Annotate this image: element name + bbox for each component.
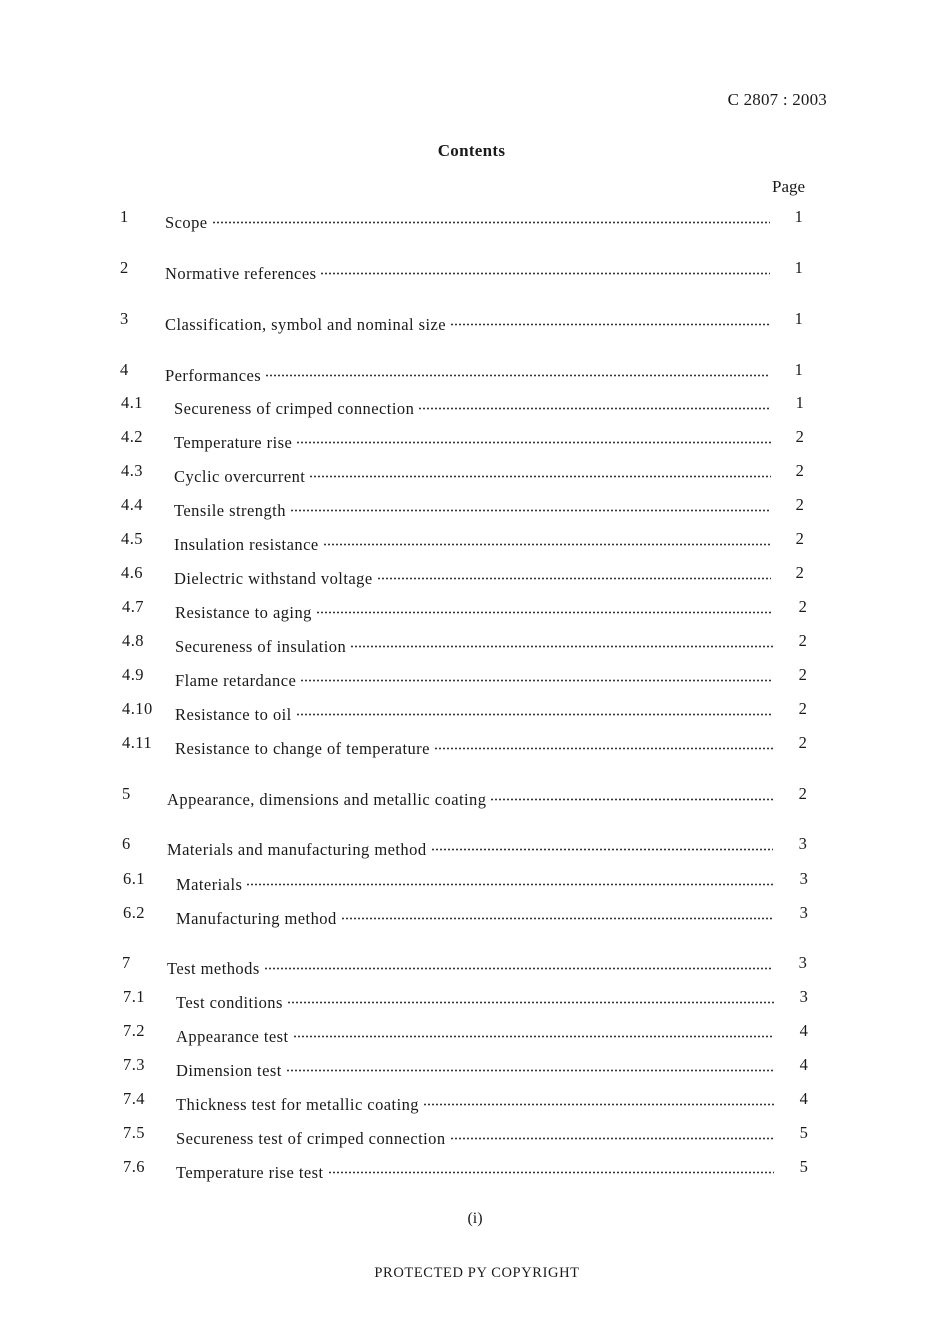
- toc-entry-page: 1: [794, 207, 804, 226]
- toc-entry: [123, 1054, 821, 1080]
- toc-entry-number: 7: [122, 953, 131, 972]
- toc-entry-page: 4: [799, 1089, 809, 1108]
- toc-entry-number: 4.7: [122, 597, 144, 616]
- document-id: C 2807 : 2003: [727, 90, 827, 109]
- toc-entry-page: 4: [799, 1055, 809, 1074]
- toc-entry-title: Dielectric withstand voltage: [174, 569, 373, 588]
- dot-leader: [423, 1088, 774, 1110]
- toc-entry-page: 1: [794, 309, 804, 328]
- toc-entry: [121, 460, 821, 486]
- toc-entry: [123, 1020, 821, 1046]
- toc-entry-title: Flame retardance: [175, 671, 297, 690]
- toc-entry-page: 2: [798, 631, 808, 650]
- toc-entry-page: 2: [795, 427, 805, 446]
- dot-leader: [286, 1054, 774, 1076]
- toc-entry-title: Tensile strength: [174, 501, 286, 520]
- toc-entry-title: Secureness of crimped connection: [174, 399, 415, 418]
- toc-entry-title: Normative references: [165, 264, 317, 283]
- toc-entry-title: Thickness test for metallic coating: [176, 1095, 420, 1114]
- toc-entry-number: 5: [122, 784, 131, 803]
- toc-entry-page: 4: [799, 1021, 809, 1040]
- toc-entry-page: 2: [795, 563, 805, 582]
- toc-entry-title: Materials: [176, 875, 243, 894]
- dot-leader: [490, 783, 773, 805]
- toc-entry-title: Dimension test: [176, 1061, 282, 1080]
- toc-entry: [122, 698, 821, 724]
- toc-entry: [120, 206, 820, 232]
- dot-leader: [328, 1156, 774, 1178]
- dot-leader: [246, 868, 774, 890]
- toc-entry-number: 1: [120, 207, 129, 226]
- toc-entry-title: Resistance to aging: [175, 603, 312, 622]
- toc-entry: [121, 426, 821, 452]
- dot-leader: [309, 460, 771, 482]
- toc-entry: [122, 732, 821, 758]
- toc-entry-number: 4.3: [121, 461, 143, 480]
- toc-entry-number: 6.2: [123, 903, 145, 922]
- dot-leader: [300, 664, 773, 686]
- toc-entry-title: Resistance to change of temperature: [175, 739, 430, 758]
- dot-leader: [377, 562, 771, 584]
- toc-entry-page: 3: [799, 869, 809, 888]
- footer-page-number: (i): [467, 1210, 483, 1227]
- toc-entry-page: 2: [795, 529, 805, 548]
- toc-entry-title: Appearance, dimensions and metallic coating: [167, 790, 487, 809]
- dot-leader: [320, 257, 770, 279]
- dot-leader: [450, 1122, 774, 1144]
- dot-leader: [323, 528, 771, 550]
- toc-entry-title: Temperature rise test: [176, 1163, 324, 1182]
- toc-entry-title: Scope: [165, 213, 208, 232]
- dot-leader: [212, 206, 770, 228]
- toc-entry: [122, 596, 821, 622]
- dot-leader: [290, 494, 771, 516]
- toc-entry-number: 4.11: [122, 733, 153, 752]
- toc-entry-page: 2: [798, 597, 808, 616]
- toc-entry: [120, 308, 820, 334]
- toc-entry-number: 7.6: [123, 1157, 145, 1176]
- toc-entry-page: 2: [795, 461, 805, 480]
- toc-entry: [123, 1088, 821, 1114]
- toc-entry: [123, 1122, 821, 1148]
- toc-entry-page: 2: [798, 699, 808, 718]
- toc-entry: [123, 902, 821, 928]
- toc-entry-page: 1: [795, 393, 805, 412]
- toc-entry-page: 3: [799, 987, 809, 1006]
- toc-entry-number: 4.4: [121, 495, 143, 514]
- toc-entry: [123, 986, 821, 1012]
- toc-entry-number: 7.2: [123, 1021, 145, 1040]
- toc-entry: [122, 630, 821, 656]
- toc-entry-number: 4.2: [121, 427, 143, 446]
- dot-leader: [431, 833, 773, 855]
- toc-entry-title: Resistance to oil: [175, 705, 292, 724]
- toc-entry-title: Materials and manufacturing method: [167, 840, 427, 859]
- toc-entry-number: 7.5: [123, 1123, 145, 1142]
- toc-entry: [120, 359, 820, 385]
- toc-entry-title: Appearance test: [176, 1027, 289, 1046]
- toc-entry-number: 6.1: [123, 869, 145, 888]
- toc-entry-number: 2: [120, 258, 129, 277]
- toc-entry-title: Secureness of insulation: [175, 637, 347, 656]
- dot-leader: [293, 1020, 774, 1042]
- toc-entry-page: 2: [798, 665, 808, 684]
- dot-leader: [265, 359, 770, 381]
- dot-leader: [296, 426, 771, 448]
- toc-entry-number: 4.8: [122, 631, 144, 650]
- toc-entry-page: 1: [794, 360, 804, 379]
- dot-leader: [450, 308, 770, 330]
- footer-copyright: PROTECTED PY COPYRIGHT: [374, 1265, 580, 1281]
- toc-entry: [122, 952, 820, 978]
- dot-leader: [350, 630, 773, 652]
- toc-entry-title: Insulation resistance: [174, 535, 319, 554]
- dot-leader: [316, 596, 773, 618]
- toc-entry-page: 3: [798, 834, 808, 853]
- toc-entry-number: 4: [120, 360, 129, 379]
- toc-entry-number: 3: [120, 309, 129, 328]
- toc-entry-number: 4.1: [121, 393, 143, 412]
- toc-entry-number: 4.9: [122, 665, 144, 684]
- toc-title: Contents: [437, 141, 506, 160]
- toc-entry-title: Classification, symbol and nominal size: [165, 315, 447, 334]
- toc-entry: [120, 257, 820, 283]
- dot-leader: [264, 952, 773, 974]
- toc-entry: [122, 664, 821, 690]
- toc-entry: [123, 868, 821, 894]
- toc-entry-number: 7.3: [123, 1055, 145, 1074]
- toc-entry-title: Temperature rise: [174, 433, 293, 452]
- dot-leader: [418, 392, 771, 414]
- toc-entry: [121, 494, 821, 520]
- toc-entry-page: 1: [794, 258, 804, 277]
- toc-entry-number: 4.6: [121, 563, 143, 582]
- toc-entry-title: Performances: [165, 366, 262, 385]
- toc-entry: [123, 1156, 821, 1182]
- toc-entry-page: 2: [798, 733, 808, 752]
- toc-entry: [122, 783, 820, 809]
- toc-entry-page: 2: [798, 784, 808, 803]
- toc-entry-title: Secureness test of crimped connection: [176, 1129, 446, 1148]
- toc-entry-number: 4.5: [121, 529, 143, 548]
- dot-leader: [341, 902, 774, 924]
- toc-entry-page: 2: [795, 495, 805, 514]
- toc-entry-page: 3: [798, 953, 808, 972]
- toc-entry: [121, 528, 821, 554]
- toc-entry: [122, 833, 820, 859]
- toc-entry: [121, 392, 821, 418]
- toc-entry-page: 5: [799, 1157, 809, 1176]
- toc-entry: [121, 562, 821, 588]
- toc-entry-page: 3: [799, 903, 809, 922]
- toc-entry-title: Test methods: [167, 959, 260, 978]
- dot-leader: [434, 732, 773, 754]
- dot-leader: [287, 986, 774, 1008]
- toc-entry-page: 5: [799, 1123, 809, 1142]
- page-column-header: Page: [772, 177, 806, 196]
- toc-entry-title: Manufacturing method: [176, 909, 337, 928]
- toc-entry-number: 6: [122, 834, 131, 853]
- toc-entry-number: 7.1: [123, 987, 145, 1006]
- dot-leader: [296, 698, 773, 720]
- toc-entry-number: 7.4: [123, 1089, 145, 1108]
- toc-entry-number: 4.10: [122, 699, 153, 718]
- toc-entry-title: Test conditions: [176, 993, 283, 1012]
- toc-entry-title: Cyclic overcurrent: [174, 467, 306, 486]
